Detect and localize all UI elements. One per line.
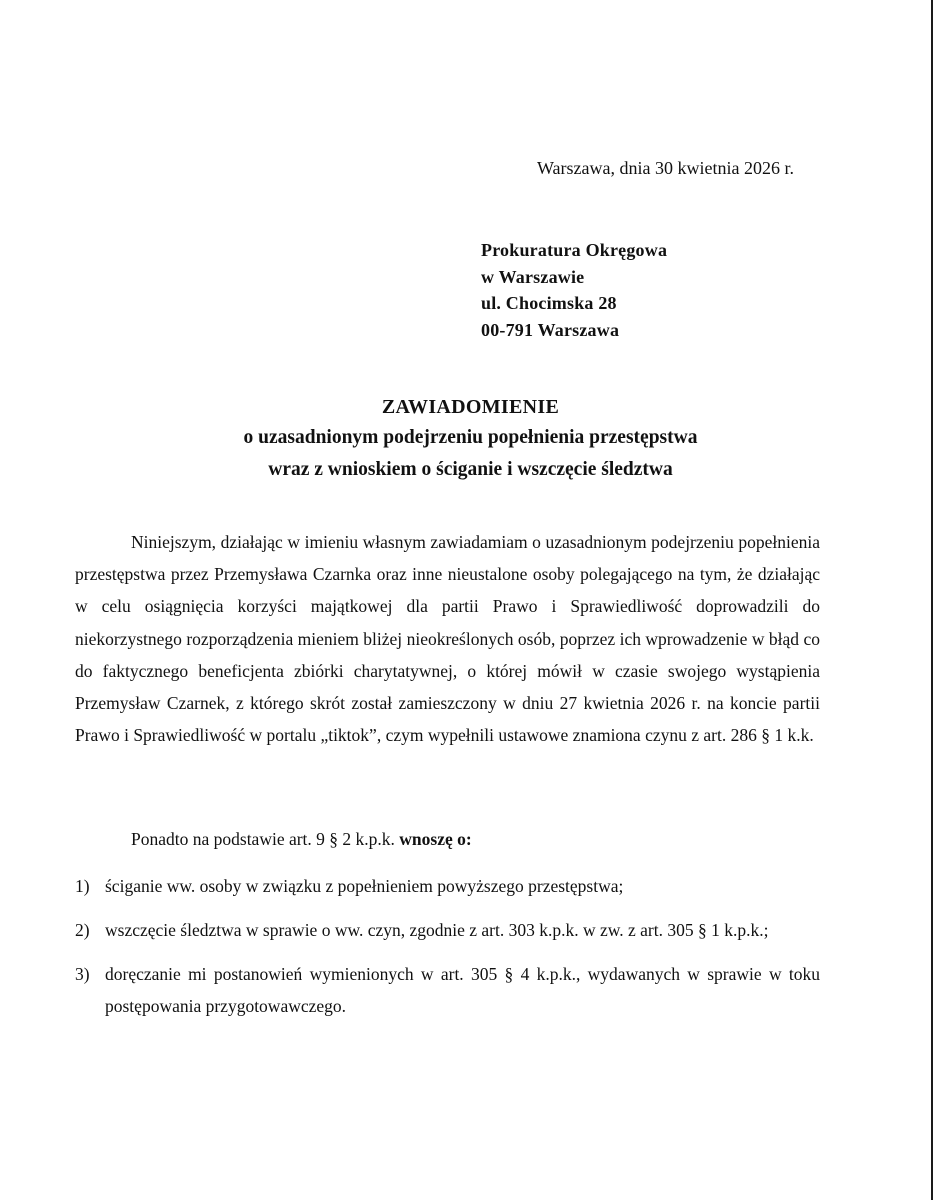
document-title: ZAWIADOMIENIE [381, 396, 560, 418]
list-item [75, 870, 820, 902]
addressee-line: w Warszawie [481, 266, 585, 287]
document-subtitle-line-1: o uzasadnionym podejrzeniu popełnienia przestępstwa [243, 427, 698, 448]
date-line: Warszawa, dnia 30 kwietnia 2026 r. [537, 158, 794, 178]
list-item [75, 958, 820, 1022]
list-item-text: doręczanie mi postanowień wymienionych w art. 305 § 4 k.p.k., wydawanych w sprawie w toku postępowania przygotowawczego. [105, 964, 820, 1016]
addressee-line: 00-791 Warszawa [481, 319, 620, 340]
body-paragraph: Niniejszym, działając w imieniu własnym zawiadamiam o uzasadnionym podejrzeniu popełnienia przestępstwa przez Przemysława Czarnka oraz inne nieustalone osoby polegającego na tym, że działając w celu osiągnięcia korzyści majątkowej dla partii Prawo i Sprawiedliwość doprowadzili do niekorzystnego rozporządzenia mieniem bliżej nieokreślonych osób, poprzez ich wprowadzenie w błąd co do faktycznego beneficjenta zbiórki charytatywnej, o której mówił w czasie swojego wystąpienia Przemysław Czarnek, z którego skrót został zamieszczony w dniu 27 kwietnia 2026 r. na koncie partii Prawo i Sprawiedliwość w portalu „tiktok”, czym wypełnili ustawowe znamiona czynu z art. 286 § 1 k.k. [75, 532, 820, 746]
request-intro-text: Ponadto na podstawie art. 9 § 2 k.p.k. [131, 829, 400, 849]
list-item-number: 1) [75, 876, 90, 896]
scan-edge-line [931, 0, 933, 1200]
title-block [0, 392, 941, 486]
addressee-line: ul. Chocimska 28 [481, 293, 617, 313]
list-item-text: ściganie ww. osoby w związku z popełnieniem powyższego przestępstwa; [105, 876, 624, 896]
request-intro [131, 829, 472, 850]
request-intro-bold: wnoszę o: [399, 829, 472, 849]
list-item-text: wszczęcie śledztwa w sprawie o ww. czyn, zgodnie z art. 303 k.p.k. w zw. z art. 305 § 1 k.p.k.; [105, 920, 769, 940]
list-item [75, 914, 820, 946]
list-item-number: 2) [75, 920, 90, 940]
document-subtitle-line-2: wraz z wnioskiem o ściganie i wszczęcie śledztwa [268, 459, 673, 480]
addressee-block [481, 237, 667, 343]
addressee-line: Prokuratura Okręgowa [481, 240, 668, 260]
request-list [75, 870, 820, 1034]
list-item-number: 3) [75, 964, 90, 984]
